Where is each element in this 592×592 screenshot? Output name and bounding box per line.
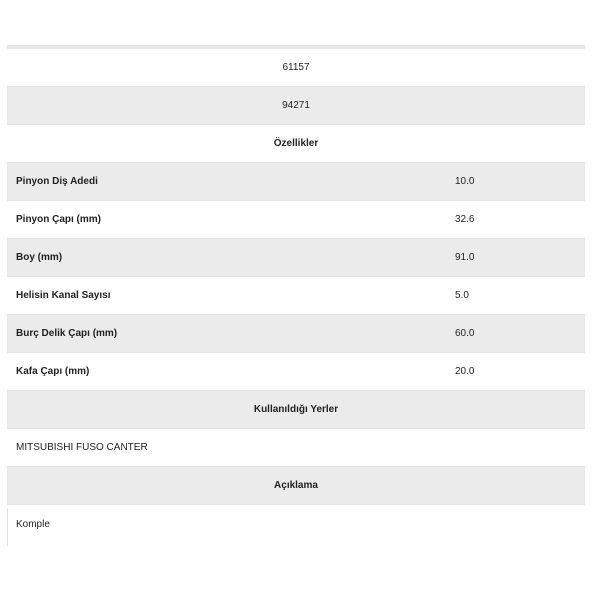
usage-heading: Kullanıldığı Yerler <box>253 404 339 415</box>
description-row <box>7 505 585 543</box>
spec-label: Kafa Çapı (mm) <box>16 366 90 377</box>
usage-row <box>7 429 585 467</box>
spec-row <box>7 277 585 315</box>
code-value: 61157 <box>282 62 310 73</box>
spec-row <box>7 163 585 201</box>
description-heading: Açıklama <box>274 480 318 491</box>
spec-label: Boy (mm) <box>16 252 63 263</box>
usage-text: MITSUBISHI FUSO CANTER <box>16 442 148 453</box>
usage-heading-row <box>7 391 585 429</box>
table-left-edge <box>7 508 8 546</box>
spec-label: Helisin Kanal Sayısı <box>16 290 111 301</box>
code-row <box>7 49 585 87</box>
spec-label: Pinyon Çapı (mm) <box>16 214 102 225</box>
spec-row <box>7 353 585 391</box>
code-value: 94271 <box>282 100 310 111</box>
spec-value: 20.0 <box>455 366 475 377</box>
description-heading-row <box>7 467 585 505</box>
spec-row <box>7 201 585 239</box>
code-row <box>7 87 585 125</box>
specs-heading: Özellikler <box>273 138 319 149</box>
spec-table <box>7 45 585 543</box>
spec-value: 91.0 <box>455 252 475 263</box>
spec-label: Pinyon Diş Adedi <box>16 176 98 187</box>
spec-label: Burç Delik Çapı (mm) <box>16 328 118 339</box>
spec-value: 5.0 <box>455 290 469 301</box>
spec-row <box>7 315 585 353</box>
description-text: Komple <box>16 518 50 530</box>
spec-value: 10.0 <box>455 176 475 187</box>
specs-heading-row <box>7 125 585 163</box>
spec-value: 60.0 <box>455 328 475 339</box>
spec-value: 32.6 <box>455 214 475 225</box>
spec-row <box>7 239 585 277</box>
